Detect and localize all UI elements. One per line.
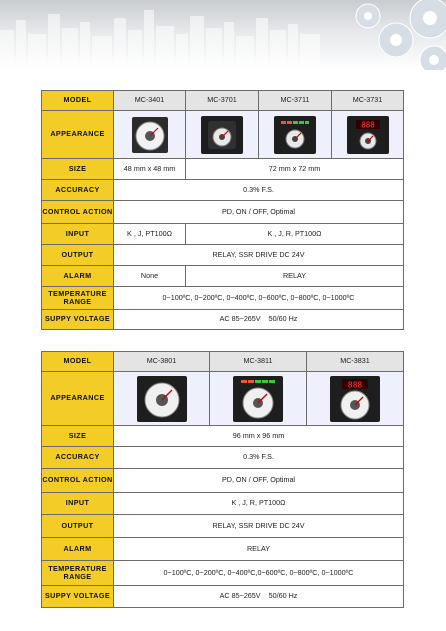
table-row-model [42,91,404,111]
table-row-control-action [42,469,404,493]
value-cell: RELAY [186,266,404,287]
value-cell: 0~100ºC, 0~200ºC, 0~400ºC,0~600ºC, 0~800ºC, 0~1000ºC [114,561,404,586]
table-row-control-action [42,201,404,224]
row-label: SUPPY VOLTAGE [42,310,114,330]
table-row-temperature-range [42,561,404,586]
value-cell: 0.3% F.S. [114,447,404,469]
row-label: APPEARANCE [42,372,114,426]
model-cell: MC-3401 [114,91,186,111]
model-cell: MC-3801 [114,352,210,372]
table-row-alarm [42,266,404,287]
table-row-alarm [42,538,404,561]
table-row-supply-voltage [42,586,404,608]
table-row-appearance [42,111,404,159]
appearance-cell [332,111,404,159]
row-label: SUPPY VOLTAGE [42,586,114,608]
table-row-output [42,515,404,538]
svg-text:888: 888 [347,380,363,389]
controller-digital-image [346,115,390,155]
value-cell: AC 85~265V 50/60 Hz [114,586,404,608]
controller-dial-image [200,115,244,155]
model-cell: MC-3831 [307,352,404,372]
svg-text:888: 888 [360,120,375,129]
table-row-supply-voltage [42,310,404,330]
model-cell: MC-3711 [259,91,332,111]
value-cell: PD, ON / OFF, Optimal [114,201,404,224]
row-label: INPUT [42,493,114,515]
appearance-cell [186,111,259,159]
value-cell: K , J, PT100Ω [114,224,186,245]
controller-digital-image [329,375,381,423]
spec-table-large-models [41,351,404,608]
table-row-input [42,224,404,245]
value-cell: RELAY, SSR DRIVE DC 24V [114,515,404,538]
gears-icon [326,0,446,70]
appearance-cell [307,372,404,426]
value-cell: 48 mm x 48 mm [114,159,186,180]
table-row-size [42,426,404,447]
row-label: CONTROL ACTION [42,469,114,493]
row-label: ALARM [42,266,114,287]
row-label: TEMPERATURE RANGE [42,561,114,586]
row-label: ACCURACY [42,447,114,469]
value-cell: RELAY, SSR DRIVE DC 24V [114,245,404,266]
table-row-accuracy [42,447,404,469]
value-cell: K , J, R, PT100Ω [186,224,404,245]
appearance-cell [210,372,307,426]
page-header [0,0,446,70]
row-label: SIZE [42,426,114,447]
row-label: MODEL [42,91,114,111]
row-label: ACCURACY [42,180,114,201]
row-label: INPUT [42,224,114,245]
row-label: OUTPUT [42,515,114,538]
value-cell: 0~100ºC, 0~200ºC, 0~400ºC, 0~600ºC, 0~800ºC, 0~1000ºC [114,287,404,310]
model-cell: MC-3701 [186,91,259,111]
appearance-cell [114,111,186,159]
controller-bargraph-image [232,375,284,423]
controller-dial-image [131,116,169,154]
controller-dial-image [136,375,188,423]
row-label: APPEARANCE [42,111,114,159]
model-cell: MC-3811 [210,352,307,372]
table-row-size [42,159,404,180]
value-cell: 96 mm x 96 mm [114,426,404,447]
row-label: TEMPERATURE RANGE [42,287,114,310]
value-cell: None [114,266,186,287]
row-label: SIZE [42,159,114,180]
row-label: OUTPUT [42,245,114,266]
value-cell: 0.3% F.S. [114,180,404,201]
table-row-temperature-range [42,287,404,310]
row-label: ALARM [42,538,114,561]
table-row-input [42,493,404,515]
value-cell: PD, ON / OFF, Optimal [114,469,404,493]
table-row-accuracy [42,180,404,201]
value-cell: K , J, R, PT100Ω [114,493,404,515]
table-row-model [42,352,404,372]
table-row-output [42,245,404,266]
value-cell: AC 85~265V 50/60 Hz [114,310,404,330]
appearance-cell [259,111,332,159]
row-label: MODEL [42,352,114,372]
value-cell: 72 mm x 72 mm [186,159,404,180]
controller-bargraph-image [273,115,317,155]
value-cell: RELAY [114,538,404,561]
appearance-cell [114,372,210,426]
row-label: CONTROL ACTION [42,201,114,224]
table-row-appearance [42,372,404,426]
model-cell: MC-3731 [332,91,404,111]
spec-table-small-models [41,90,404,330]
